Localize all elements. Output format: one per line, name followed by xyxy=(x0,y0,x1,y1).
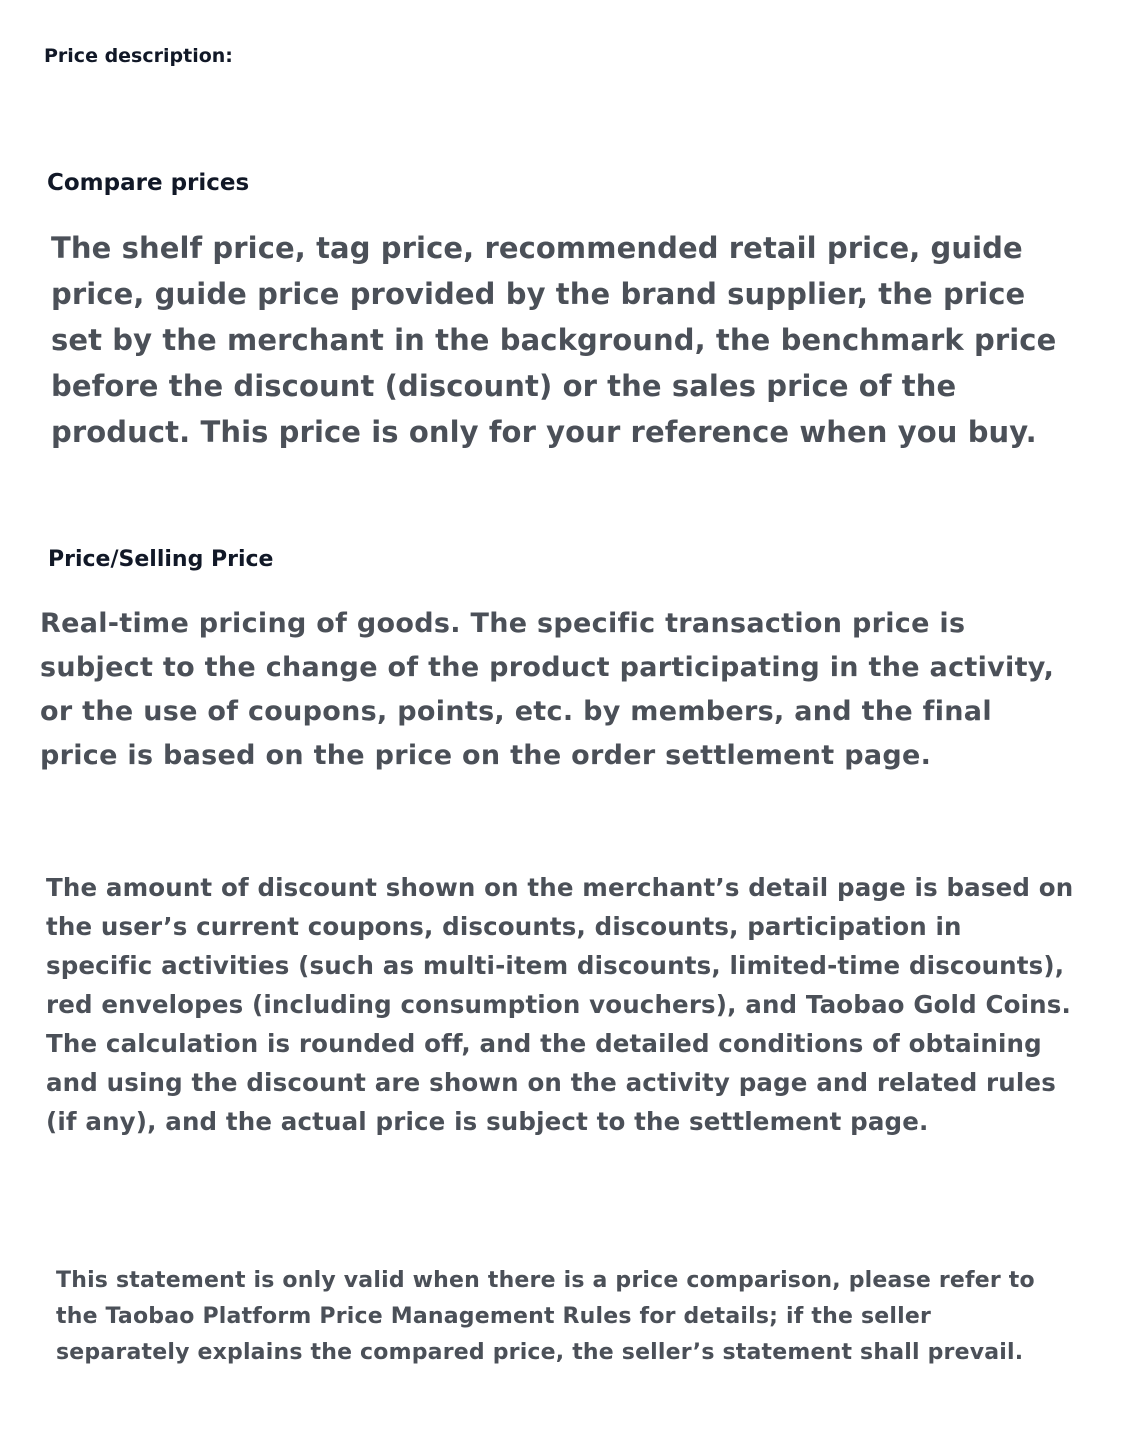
selling-price-heading: Price/Selling Price xyxy=(48,547,274,572)
compare-prices-heading: Compare prices xyxy=(47,170,250,196)
page-title: Price description: xyxy=(44,45,233,67)
selling-price-description: Real-time pricing of goods. The specific transaction price is subject to the change of the product participating in the activity, or the use of coupons, points, etc. by members, and the final price is based on the price on the order settlement page. xyxy=(40,608,1055,771)
price-comparison-statement: This statement is only valid when there is a price comparison, please refer to the Taobao Platform Price Management Rules for details; if the seller separately explains the compared price, the seller’s statement shall prevail. xyxy=(56,1268,1035,1365)
discount-description: The amount of discount shown on the merchant’s detail page is based on the user’s current coupons, discounts, discounts, participation in specific activities (such as multi-item discounts, limited-time discounts), red envelopes (including consumption vouchers), and Taobao Gold Coins. The calculation is rounded off, and the detailed conditions of obtaining and using the discount are shown on the activity page and related rules (if any), and the actual price is subject to the settlement page. xyxy=(46,873,1074,1136)
compare-prices-description: The shelf price, tag price, recommended retail price, guide price, guide price provided by the brand supplier, the price set by the merchant in the background, the benchmark price before the discount (discount) or the sales price of the product. This price is only for your reference when you buy. xyxy=(51,231,1057,449)
